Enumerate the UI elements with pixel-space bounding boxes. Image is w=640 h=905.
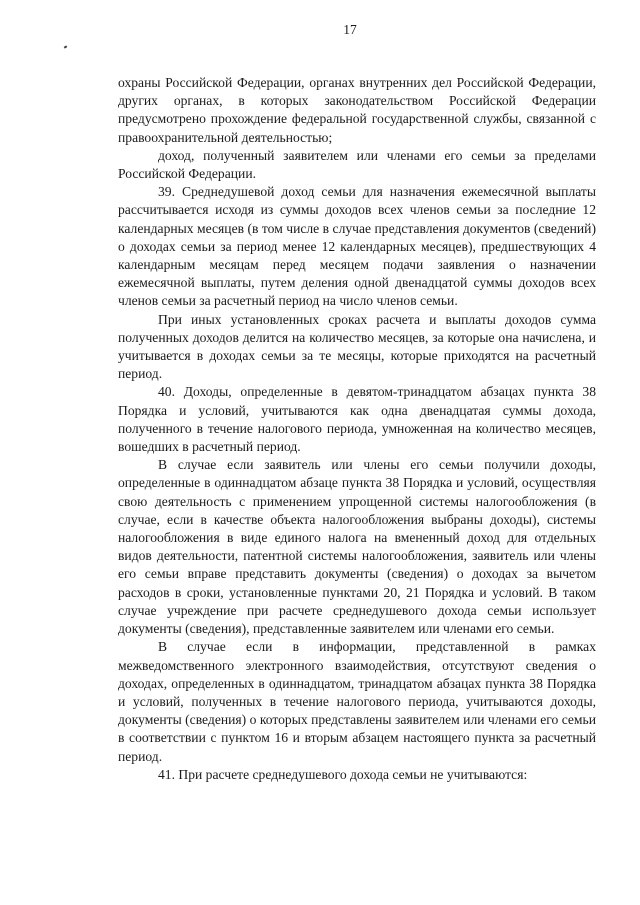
paragraph-39: 39. Среднедушевой доход семьи для назначения ежемесячной выплаты рассчитывается исходя из суммы доходов всех членов семьи за последние 12 календарных месяцев (в том числе в случае представления документов (сведений) о доходах семьи за период менее 12 календарных месяцев), предшествующих 4 календарным месяцам перед месяцем подачи заявления о назначении ежемесячной выплаты, путем деления одной двенадцатой суммы доходов всех членов семьи за расчетный период на число членов семьи. bbox=[118, 184, 596, 309]
paragraph-40: 40. Доходы, определенные в девятом-тринадцатом абзацах пункта 38 Порядка и условий, учитываются как одна двенадцатая суммы дохода, полученного в течение налогового периода, умноженная на количество месяцев, вошедших в расчетный период. bbox=[118, 384, 596, 455]
paragraph-continuation: охраны Российской Федерации, органах внутренних дел Российской Федерации, других органах, в которых законодательством Российской Федерации предусмотрено прохождение федеральной государственной службы, связанной с правоохранительной деятельностью; bbox=[118, 75, 596, 145]
paragraph-interagency: В случае если в информации, представленной в рамках межведомственного электронного взаимодействия, отсутствуют сведения о доходах, определенных в одиннадцатом, тринадцатом абзацах пункта 38 Порядка и условий, полученных в течение налогового периода, учитываются доходы, документы (сведения) о которых представлены заявителем или членами его семьи в соответствии с пунктом 16 и вторым абзацем настоящего пункта за расчетный период. bbox=[118, 639, 596, 764]
scan-speck bbox=[64, 45, 68, 48]
paragraph-simplified-tax: В случае если заявитель или члены его семьи получили доходы, определенные в одиннадцатом абзаце пункта 38 Порядка и условий, осуществляя свою деятельность с применением упрощенной системы налогообложения (в случае, если в качестве объекта налогообложения выбраны доходы), системы налогообложения в виде единого налога на вмененный доход для отдельных видов деятельности, патентной системы налогообложения, заявитель или члены его семьи вправе представить документы (сведения) о доходах за вычетом расходов в сроки, установленные пунктами 20, 21 Порядка и условий. В таком случае учреждение при расчете среднедушевого дохода семьи использует документы (сведения), представленные заявителем или членами его семьи. bbox=[118, 457, 596, 637]
paragraph-41: 41. При расчете среднедушевого дохода семьи не учитываются: bbox=[158, 766, 528, 782]
paragraph-foreign-income: доход, полученный заявителем или членами его семьи за пределами Российской Федерации. bbox=[118, 147, 596, 182]
paragraph-other-terms: При иных установленных сроках расчета и выплаты доходов сумма полученных доходов делится на количество месяцев, за которые она начислена, и учитывается в доходах семьи за те месяцы, которые приходятся на расчетный период. bbox=[118, 311, 596, 382]
page-number: 17 bbox=[343, 22, 357, 37]
document-body bbox=[118, 74, 596, 784]
